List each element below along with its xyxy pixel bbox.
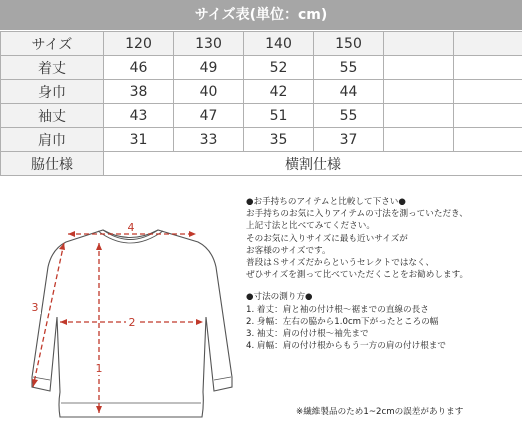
info-line: そのお気に入りサイズに最も近いサイズが (246, 233, 408, 244)
table-cell: 43 (104, 104, 174, 128)
info-line: お手持ちのお気に入りアイテムの寸法を測っていただき、 (246, 209, 468, 220)
header-cell: 140 (244, 32, 314, 56)
arrow-down-icon (96, 406, 102, 413)
table-row (1, 56, 522, 80)
table-cell: 31 (104, 128, 174, 152)
arrow-left-icon (68, 231, 75, 237)
info-line: 普段はＳサイズだからというセレクトではなく、 (246, 258, 435, 269)
row-label: 身巾 (1, 80, 104, 104)
table-cell (454, 80, 522, 104)
table-cell: 38 (104, 80, 174, 104)
table-cell (384, 80, 454, 104)
table-cell: 46 (104, 56, 174, 80)
table-cell: 33 (174, 128, 244, 152)
table-cell: 49 (174, 56, 244, 80)
info-line: ぜひサイズを測って比べていただくことをお勧めします。 (246, 270, 469, 281)
side-seam-value: 横割仕様 (104, 152, 522, 176)
table-cell: 37 (314, 128, 384, 152)
table-cell (454, 128, 522, 152)
arrow-down-icon (32, 379, 38, 387)
measure-item: 1. 着丈：肩と袖の付け根～裾までの直線の長さ (246, 304, 429, 315)
row-label-side-seam: 脇仕様 (1, 152, 104, 176)
table-row (1, 80, 522, 104)
arrow-left-icon (60, 319, 67, 325)
table-row-side-seam (1, 152, 522, 176)
spacer (246, 281, 516, 291)
header-cell: 150 (314, 32, 384, 56)
measure-heading: ●寸法の測り方● (246, 292, 313, 303)
table-row (1, 104, 522, 128)
table-cell: 35 (244, 128, 314, 152)
header-cell-size: サイズ (1, 32, 104, 56)
measure-item: 2. 身幅：左右の脇から1.0cm下がったところの幅 (246, 316, 439, 327)
table-cell (384, 104, 454, 128)
arrow-right-icon (189, 231, 196, 237)
table-cell: 55 (314, 56, 384, 80)
row-label: 肩巾 (1, 128, 104, 152)
arrow-up-icon (96, 243, 102, 250)
measure-item: 3. 袖丈：肩の付け根～袖先まで (246, 329, 369, 340)
table-cell (384, 128, 454, 152)
row-label: 袖丈 (1, 104, 104, 128)
info-line: お客様のサイズです。 (246, 245, 331, 256)
measurement-diagram (0, 187, 522, 434)
dimension-label-3: 3 (31, 301, 39, 314)
table-cell: 51 (244, 104, 314, 128)
table-cell: 42 (244, 80, 314, 104)
table-cell: 52 (244, 56, 314, 80)
sweatshirt-illustration (0, 187, 245, 434)
table-cell (384, 56, 454, 80)
dimension-label-2: 2 (128, 316, 136, 329)
right-cuff (214, 377, 231, 380)
table-header-row (1, 32, 522, 56)
page-title: サイズ表(単位：cm) (0, 0, 522, 30)
table-cell: 40 (174, 80, 244, 104)
table-cell: 47 (174, 104, 244, 128)
arrow-right-icon (196, 319, 203, 325)
table-cell (454, 56, 522, 80)
header-cell: 130 (174, 32, 244, 56)
info-line: 上記寸法と比べてみてください。 (246, 221, 375, 232)
table-cell: 44 (314, 80, 384, 104)
table-row (1, 128, 522, 152)
header-cell: 120 (104, 32, 174, 56)
tolerance-note: ※繊維製品のため1~2cmの誤差があります (296, 407, 464, 417)
info-heading: ●お手持ちのアイテムと比較して下さい● (246, 197, 406, 207)
dimension-label-4: 4 (127, 221, 135, 234)
header-cell (454, 32, 522, 56)
table-cell: 55 (314, 104, 384, 128)
table-cell (454, 104, 522, 128)
header-cell (384, 32, 454, 56)
measure-item: 4. 肩幅：肩の付け根からもう一方の肩の付け根まで (246, 341, 446, 352)
size-table (0, 31, 522, 176)
dimension-label-1: 1 (95, 362, 103, 375)
row-label: 着丈 (1, 56, 104, 80)
info-text (246, 196, 516, 352)
